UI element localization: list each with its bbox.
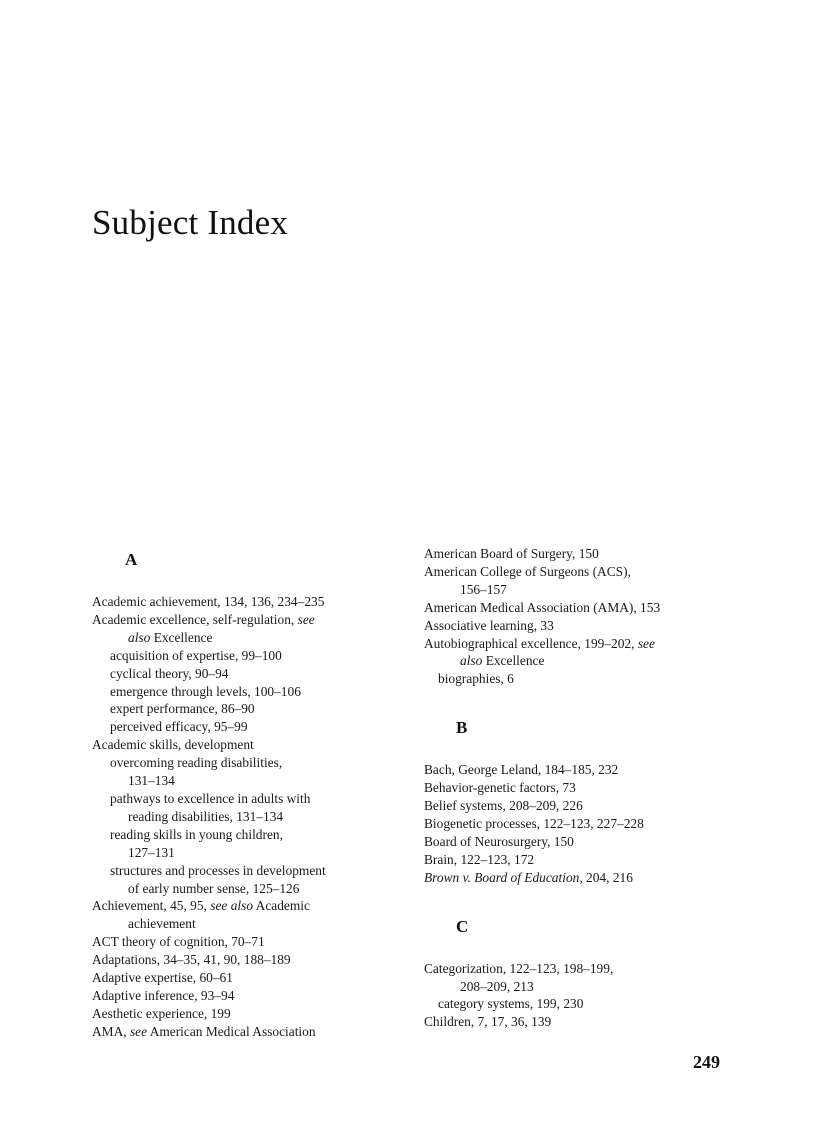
index-entry: Brain, 122–123, 172 [424, 851, 535, 867]
section-letter-b: B [456, 718, 468, 738]
index-entry: Achievement, 45, 95, see also Academic achievement [92, 898, 310, 932]
index-entry: ACT theory of cognition, 70–71 [92, 934, 265, 950]
index-entry: Associative learning, 33 [424, 617, 554, 633]
section-letter-c: C [456, 916, 469, 936]
index-entry: American College of Surgeons (ACS), 156–157 [424, 563, 631, 597]
index-entry: Brown v. Board of Education, 204, 216 [424, 869, 633, 885]
index-entry: Aesthetic experience, 199 [92, 1005, 231, 1021]
index-subentry: structures and processes in development of early number sense, 125–126 [110, 862, 326, 896]
index-entry: Belief systems, 208–209, 226 [424, 798, 583, 814]
index-entry: Board of Neurosurgery, 150 [424, 833, 574, 849]
index-entry: Bach, George Leland, 184–185, 232 [424, 762, 619, 778]
index-subentry: pathways to excellence in adults with reading disabilities, 131–134 [110, 790, 311, 824]
index-subentry: cyclical theory, 90–94 [110, 665, 229, 681]
index-entry: Biogenetic processes, 122–123, 227–228 [424, 815, 644, 831]
page-number: 249 [693, 1052, 720, 1072]
index-entry: American Medical Association (AMA), 153 [424, 599, 661, 615]
index-entry: Adaptive expertise, 60–61 [92, 970, 233, 986]
index-entry: Adaptive inference, 93–94 [92, 987, 235, 1003]
index-entry: Adaptations, 34–35, 41, 90, 188–189 [92, 952, 291, 968]
index-entry: Academic achievement, 134, 136, 234–235 [92, 594, 325, 609]
index-entry: AMA, see American Medical Association [92, 1023, 316, 1039]
index-subentry: reading skills in young children, 127–131 [110, 826, 283, 860]
index-column-left [92, 545, 412, 1041]
index-entry: Categorization, 122–123, 198–199, 208–209, 213 [424, 960, 614, 994]
index-subentry: acquisition of expertise, 99–100 [110, 647, 282, 663]
index-subentry: perceived efficacy, 95–99 [110, 719, 248, 735]
page-title: Subject Index [92, 203, 289, 242]
index-subentry: biographies, 6 [438, 671, 514, 687]
index-entry: Autobiographical excellence, 199–202, see also Excellence [424, 635, 655, 669]
section-letter-a: A [125, 550, 138, 569]
index-subentry: emergence through levels, 100–106 [110, 683, 301, 699]
index-subentry: overcoming reading disabilities, 131–134 [110, 755, 283, 789]
index-entry: American Board of Surgery, 150 [424, 546, 599, 561]
index-entry: Academic skills, development [92, 737, 254, 753]
index-subentry: expert performance, 86–90 [110, 701, 255, 717]
index-entry: Behavior-genetic factors, 73 [424, 780, 576, 796]
index-column-right [424, 545, 744, 1031]
index-subentry: category systems, 199, 230 [438, 996, 584, 1012]
index-entry: Children, 7, 17, 36, 139 [424, 1014, 552, 1030]
index-entry: Academic excellence, self-regulation, see also Excellence [92, 611, 315, 645]
